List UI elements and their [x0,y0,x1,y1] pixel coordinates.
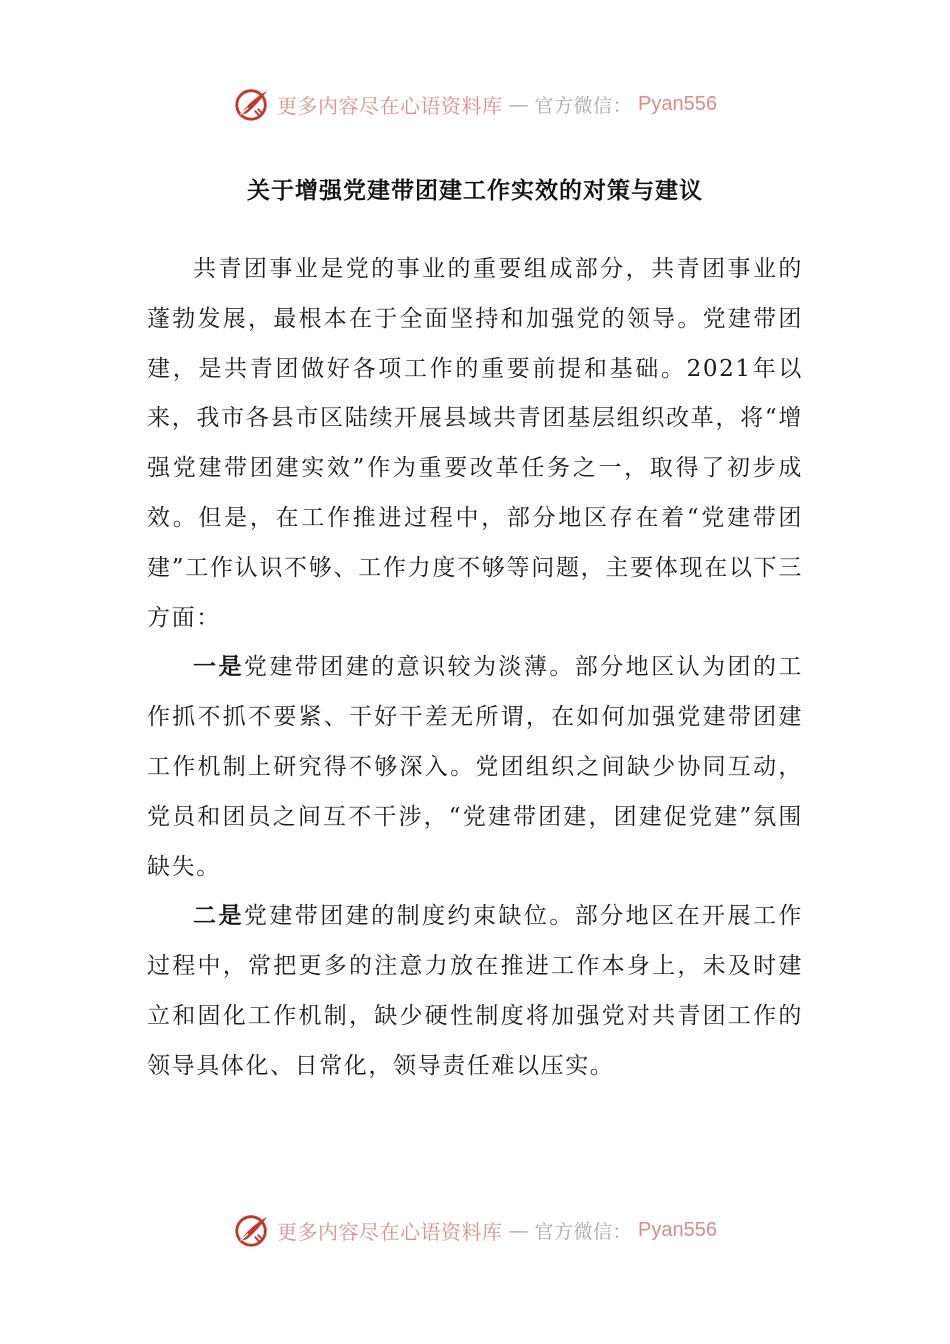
document-body [147,245,803,1092]
intro-paragraph: 共青团事业是党的事业的重要组成部分，共青团事业的蓬勃发展，最根本在于全面坚持和加强党的领导。党建带团建，是共青团做好各项工作的重要前提和基础。2021年以来，我市各县市区陆续开展县域共青团基层组织改革，将“增强党建带团建实效”作为重要改革任务之一，取得了初步成效。但是，在工作推进过程中，部分地区存在着“党建带团建”工作认识不够、工作力度不够等问题，主要体现在以下三方面： [147,256,803,631]
document-title: 关于增强党建带团建工作实效的对策与建议 [247,178,703,204]
point-two-text: 党建带团建的制度约束缺位。部分地区在开展工作过程中，常把更多的注意力放在推进工作本身上，未及时建立和固化工作机制，缺少硬性制度将加强党对共青团工作的领导具体化、日常化，领导责任难以压实。 [147,903,803,1079]
watermark-wechat-id: Pyan556 [638,1218,717,1241]
watermark-dash: — [508,92,529,116]
watermark-contact-label: 官方微信： [534,94,633,117]
watermark-brand: 更多内容尽在心语资料库 [277,1219,503,1244]
header-watermark [0,82,950,126]
watermark-brand: 更多内容尽在心语资料库 [277,93,503,118]
point-one-text: 党建带团建的意识较为淡薄。部分地区认为团的工作抓不抓不要紧、干好干差无所谓，在如何加强党建带团建工作机制上研究得不够深入。党团组织之间缺少协同互动，党员和团员之间互不干涉，“党建带团建，团建促党建”氛围缺失。 [147,654,803,880]
point-one-paragraph [147,643,803,892]
point-one-lead: 一是 [193,654,244,681]
point-two-paragraph [147,892,803,1091]
watermark-wechat-id: Pyan556 [638,92,717,115]
quill-logo-icon [233,1211,271,1249]
quill-logo-icon [233,85,271,123]
footer-watermark [0,1208,950,1252]
watermark-contact-label: 官方微信： [534,1220,633,1243]
watermark-dash: — [508,1218,529,1242]
point-two-lead: 二是 [193,903,244,930]
